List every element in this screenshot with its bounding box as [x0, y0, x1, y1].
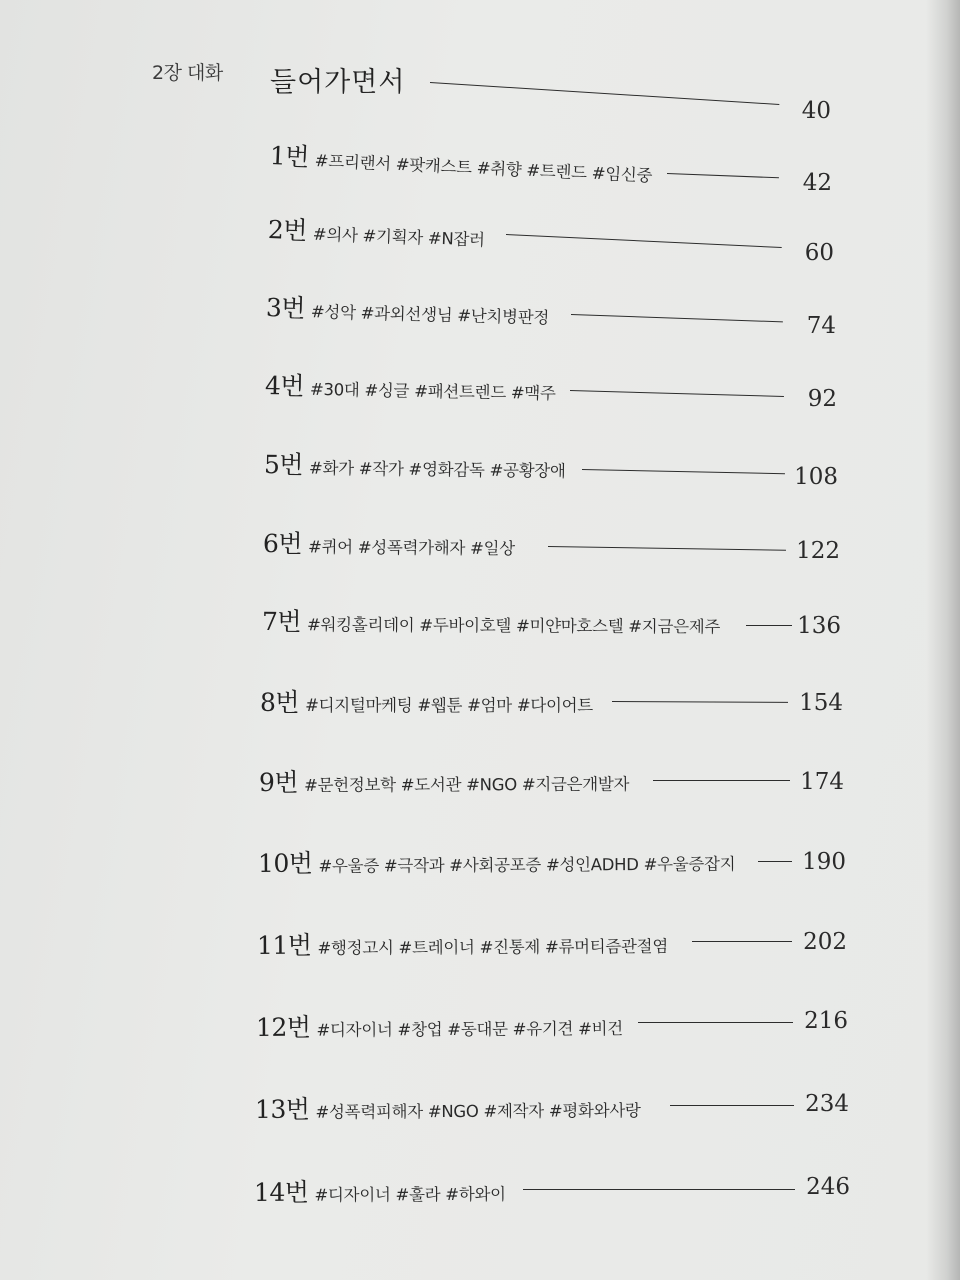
leader-line — [612, 701, 788, 703]
entry-page-number: 190 — [802, 849, 846, 875]
entry-tags: #우울증 #극작과 #사회공포증 #성인ADHD #우울증잡지 — [318, 854, 736, 876]
entry-tags: #30대 #싱글 #패션트렌드 #맥주 — [309, 379, 556, 404]
entry-page-number: 74 — [806, 313, 836, 339]
toc-entry — [262, 602, 720, 640]
entry-tags: #행정고시 #트레이너 #진통제 #류머티즘관절염 — [317, 936, 668, 958]
leader-line — [582, 469, 785, 475]
leader-line — [571, 314, 783, 323]
entry-number: 11번 — [256, 930, 312, 960]
toc-entry — [259, 762, 629, 799]
toc-entry — [257, 924, 668, 962]
entry-number: 2번 — [267, 215, 308, 246]
toc-entry — [260, 683, 593, 719]
entry-tags: #문헌정보학 #도서관 #NGO #지금은개발자 — [304, 774, 630, 795]
entry-tags: #디자이너 #훌라 #하와이 — [314, 1184, 506, 1205]
toc-entry — [263, 524, 515, 562]
leader-line — [638, 1022, 793, 1023]
leader-line — [653, 780, 790, 781]
entry-number: 13번 — [254, 1094, 310, 1124]
leader-line — [523, 1189, 795, 1190]
entry-tags: #퀴어 #성폭력가해자 #일상 — [307, 537, 515, 559]
leader-line — [670, 1105, 794, 1106]
leader-line — [548, 546, 786, 551]
entry-page-number: 136 — [797, 613, 841, 639]
leader-line — [692, 941, 792, 942]
toc-entry — [258, 842, 735, 880]
toc-entry — [266, 288, 550, 331]
entry-page-number: 108 — [794, 464, 838, 490]
entry-number: 14번 — [253, 1177, 309, 1207]
toc-entry — [265, 366, 556, 407]
leader-line — [570, 390, 784, 397]
leader-line — [430, 82, 779, 105]
entry-number: 10번 — [257, 848, 313, 878]
entry-page-number: 234 — [805, 1091, 849, 1117]
toc-entry — [256, 1006, 623, 1044]
entry-tags: #워킹홀리데이 #두바이호텔 #미얀마호스텔 #지금은제주 — [306, 615, 721, 637]
entry-number: 7번 — [261, 607, 302, 637]
entry-page-number: 174 — [800, 769, 844, 795]
entry-page-number: 60 — [804, 240, 834, 266]
entry-page-number: 122 — [796, 538, 840, 564]
toc-entry — [264, 445, 566, 485]
toc-entry — [269, 136, 653, 189]
entry-number: 3번 — [265, 293, 306, 324]
intro-title: 들어가면서 — [270, 67, 406, 98]
entry-page-number: 246 — [806, 1174, 850, 1200]
entry-tags: #성악 #과외선생님 #난치병판정 — [310, 302, 550, 328]
entry-number: 4번 — [264, 371, 305, 401]
entry-page-number: 92 — [807, 386, 837, 412]
entry-page-number: 154 — [799, 690, 843, 716]
entry-tags: #디지털마케팅 #웹툰 #엄마 #다이어트 — [305, 696, 593, 715]
entry-number: 9번 — [258, 767, 299, 797]
entry-tags: #프리랜서 #팟캐스트 #취향 #트렌드 #임신중 — [314, 151, 653, 186]
entry-tags: #디자이너 #창업 #동대문 #유기견 #비건 — [316, 1019, 623, 1040]
leader-line — [667, 173, 779, 179]
entry-number: 1번 — [269, 141, 310, 172]
intro-page-number: 40 — [801, 98, 831, 124]
entry-tags: #화가 #작가 #영화감독 #공황장애 — [308, 458, 566, 481]
entry-number: 8번 — [260, 688, 300, 717]
toc-entry — [267, 210, 485, 254]
entry-number: 5번 — [263, 450, 304, 480]
entry-page-number: 202 — [803, 929, 847, 955]
binding-shadow — [926, 0, 960, 1280]
toc-entry — [254, 1172, 506, 1209]
entry-tags: #성폭력피해자 #NGO #제작자 #평화와사랑 — [315, 1100, 641, 1122]
entry-number: 6번 — [262, 529, 303, 559]
entry-page-number: 216 — [804, 1008, 848, 1034]
toc-entry — [255, 1088, 641, 1126]
entry-page-number: 42 — [802, 170, 832, 196]
chapter-label: 2장 대화 — [152, 62, 223, 84]
leader-line — [506, 234, 782, 248]
entry-number: 12번 — [255, 1012, 311, 1042]
entry-tags: #의사 #기획자 #N잡러 — [312, 224, 486, 250]
